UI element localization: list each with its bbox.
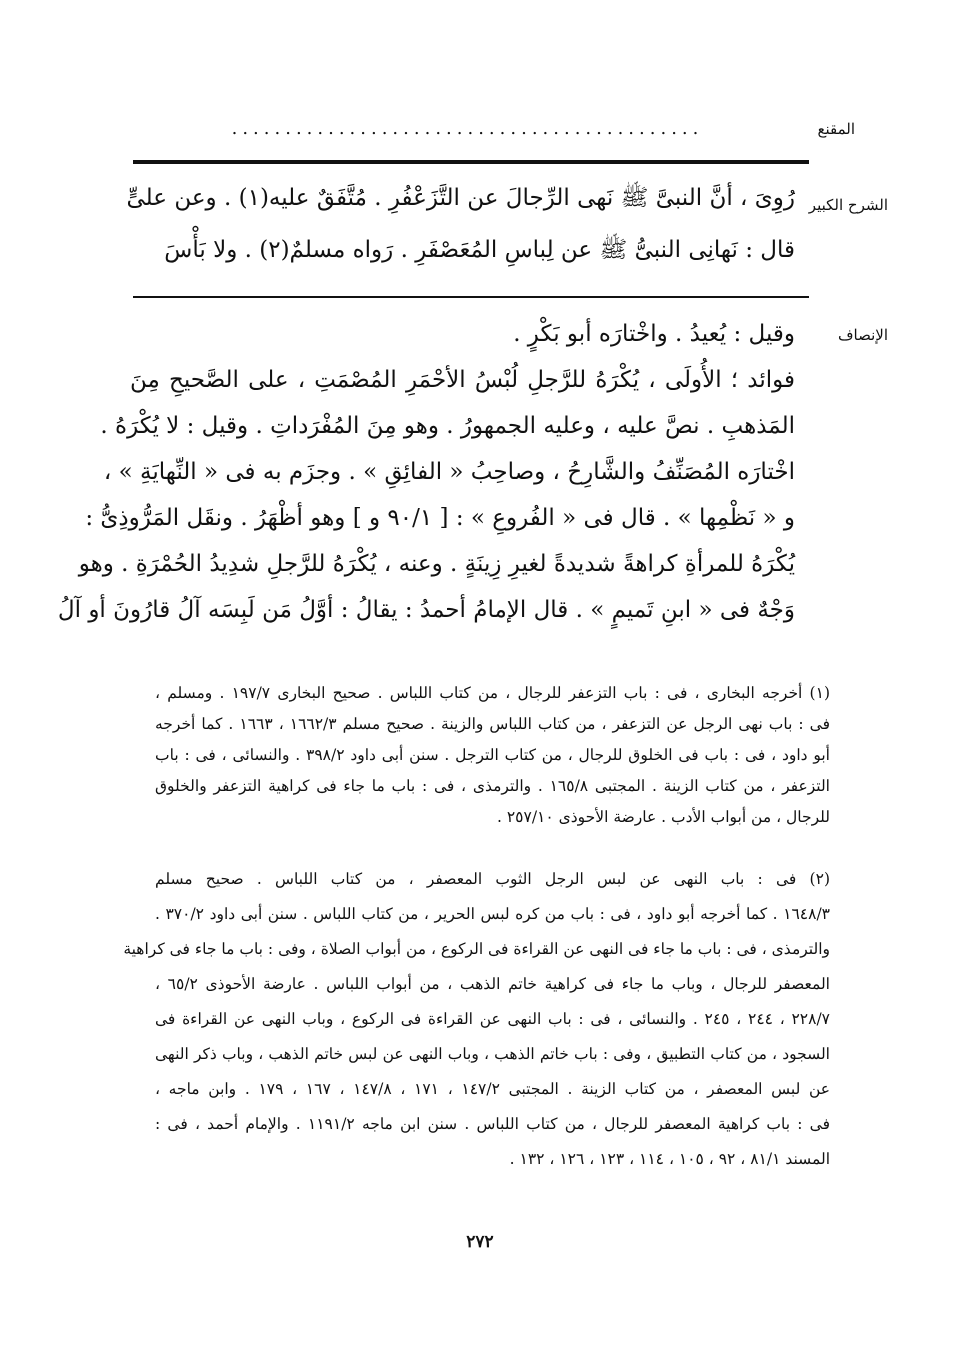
footnote-line: ١٦٤٨/٣ . كما أخرجه أبو داود ، فى : باب من كره لبس الحرير ، من كتاب اللباس . سنن أبى داود ٣٧٠/٢ . <box>155 905 830 923</box>
header-rule <box>133 160 809 164</box>
insaf-line: فوائد ؛ الأُولَى ، يُكْرَهُ للرَّجلِ لُبْسُ الأحْمَرِ المُصْمَتِ ، على الصَّحيحِ مِنَ <box>130 367 795 393</box>
footnote-line: والترمذى ، فى : باب ما جاء فى النهى عن القراءة فى الركوع ، من أبواب الصلاة ، وفى : باب ما جاء فى كراهية <box>123 940 830 958</box>
footnote-line: عن لبس المعصفر ، من كتاب الزينة . المجتبى ١٤٧/٢ ، ١٧١ ، ١٤٧/٨ ، ١٦٧ ، ١٧٩ . وابن ماجه ، <box>155 1080 831 1098</box>
footnote-line: (١) أخرجه البخارى ، فى : باب التزعفر للرجال ، من كتاب اللباس . صحيح البخارى ١٩٧/٧ . ومسلم ، <box>155 684 830 702</box>
footnote-line: التزعفر ، من كتاب الزينة . المجتبى ١٦٥/٨ . والترمذى ، فى : باب ما جاء فى كراهية التزعفر والخلوق <box>155 777 830 795</box>
footnote-line: للرجال ، من أبواب الأدب . عارضة الأحوذى ٢٥٧/١٠ . <box>496 808 830 826</box>
section-label-sharh: الشرح الكبير <box>808 196 888 214</box>
page-number: ٢٧٢ <box>466 1232 494 1252</box>
footnote-line: أبو داود ، فى : باب فى الخلوق للرجال ، من كتاب الترجل . سنن أبى داود ٣٩٨/٢ . والنسائى ، فى : باب <box>155 746 830 764</box>
insaf-line: المَذهبِ . نصَّ عليه ، وعليه الجمهورُ . وهو مِنَ المُفْرَداتِ . وقيل : لا يُكْرَهُ . <box>100 413 795 439</box>
sharh-line: رُوِىَ ، أنَّ النبىَّ ﷺ نَهى الرِّجالَ عن التَّزَعْفُرِ . مُتَّفَقٌ عليه(١) . وعن علىٍّ <box>126 185 795 211</box>
footnote-line: المسند ٨١/١ ، ٩٢ ، ١٠٥ ، ١١٤ ، ١٢٣ ، ١٢٦ ، ١٣٢ . <box>509 1150 830 1168</box>
section-label-insaf: الإنصاف <box>837 326 888 344</box>
footnote-line: ٢٢٨/٧ ، ٢٤٤ ، ٢٤٥ . والنسائى ، فى : باب النهى عن القراءة فى الركوع ، وباب النهى عن القراءة فى <box>155 1010 830 1028</box>
insaf-line: و « نَظْمِها » . قال فى « الفُروعِ » : [ ٩٠/١ و ] وهو أظْهَرُ . ونقَل المَرُّوذِىُّ : <box>85 505 795 531</box>
footnote-line: فى : باب نهى الرجل عن التزعفر ، من كتاب اللباس والزينة . صحيح مسلم ١٦٦٢/٣ ، ١٦٦٣ . كما أخرجه <box>155 715 830 733</box>
insaf-line: وقيل : يُعيدُ . واخْتارَه أبو بَكْرٍ . <box>513 321 795 347</box>
book-title: المقنع <box>817 120 855 138</box>
footnote-line: (٢) فى : باب النهى عن لبس الرجل الثوب المعصفر ، من كتاب اللباس . صحيح مسلم <box>155 870 830 888</box>
footnote-line: فى : باب كراهية المعصفر للرجال ، من كتاب اللباس . سنن ابن ماجه ١١٩١/٢ . والإمام أحمد ، فى : <box>155 1115 831 1133</box>
sharh-line: قال : نَهانِى النبىُّ ﷺ عن لِباسِ المُعَصْفَرِ . رَواه مسلمٌ(٢) . ولا بَأْسَ <box>164 237 795 263</box>
section-rule <box>133 296 809 298</box>
footnote-line: السجود ، من كتاب التطبيق ، وفى : باب خاتم الذهب ، وباب النهى عن لبس خاتم الذهب ، وباب ذكر النهى <box>155 1045 830 1063</box>
insaf-line: وَجْهٌ فى « ابنِ تَميمٍ » . قال الإمامُ أحمدُ : يقالُ : أوَّلُ مَن لَبِسَه آلُ قارُونَ أو آلُ <box>57 597 795 623</box>
footnote-line: المعصفر للرجال ، وباب ما جاء فى كراهية خاتم الذهب ، من أبواب اللباس . عارضة الأحوذى ٦٥/٢ ، <box>155 975 830 993</box>
insaf-line: يُكْرَهُ للمرأةِ كراهةً شديدةً لغيرِ زِينَةٍ . وعنه ، يُكْرَهُ للرَّجلِ شدِيدُ الحُمْرَةِ . وهو <box>78 551 795 577</box>
header-leader-dots: ............................................ <box>231 118 704 139</box>
insaf-line: اخْتارَه المُصَنِّفُ والشَّارِحُ ، وصاحِبُ « الفائِقِ » . وجزَم به فى « النِّهايَةِ » ، <box>103 459 795 485</box>
